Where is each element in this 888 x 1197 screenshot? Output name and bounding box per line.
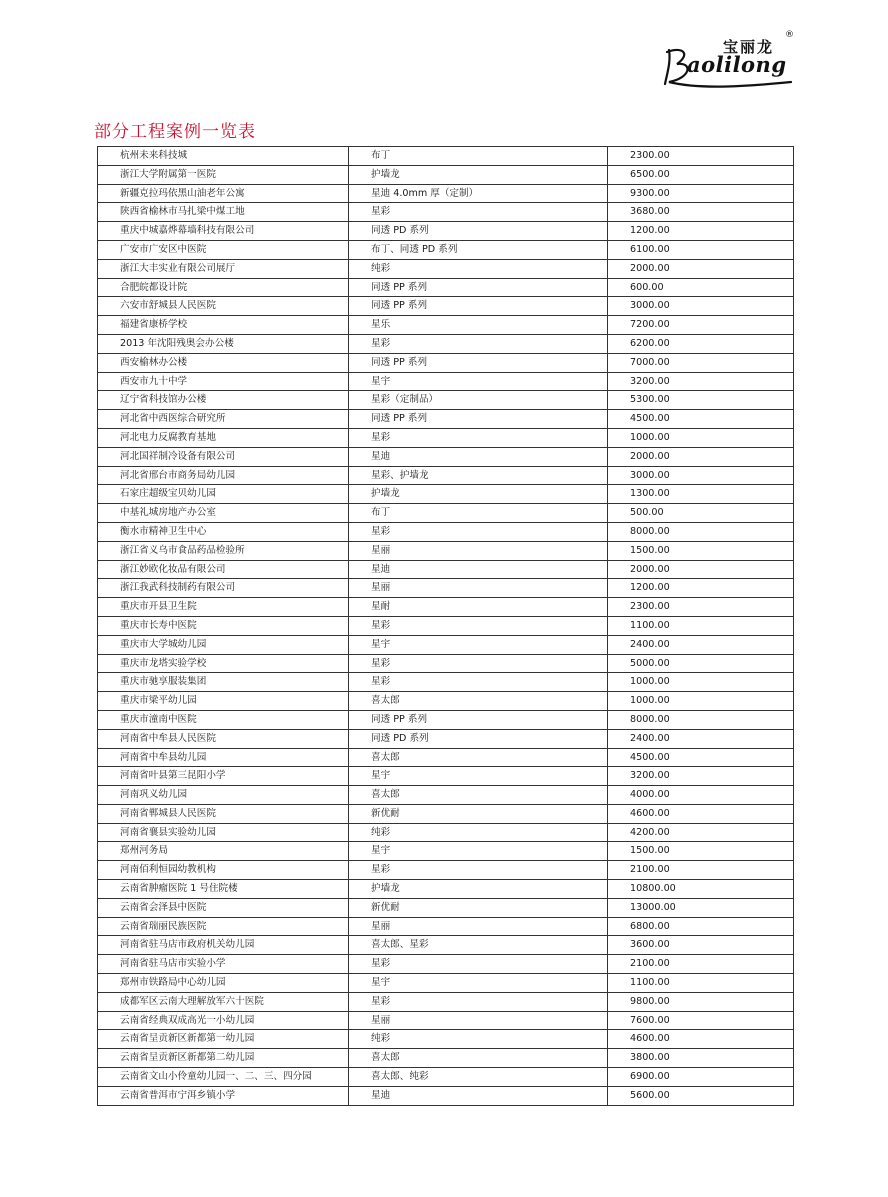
area-cell: 7600.00: [608, 1011, 794, 1030]
table-row: [98, 428, 794, 447]
product-cell: 喜太郎、纯彩: [349, 1068, 608, 1087]
area-cell: 10800.00: [608, 880, 794, 899]
area-cell: 1100.00: [608, 616, 794, 635]
table-row: [98, 786, 794, 805]
table-row: [98, 823, 794, 842]
table-row: [98, 635, 794, 654]
area-cell: 4500.00: [608, 410, 794, 429]
table-row: [98, 297, 794, 316]
area-cell: 5300.00: [608, 391, 794, 410]
project-name-cell: 重庆市潼南中医院: [98, 710, 349, 729]
product-cell: 星彩: [349, 955, 608, 974]
area-cell: 3680.00: [608, 203, 794, 222]
brand-name-cn: 宝丽龙: [722, 38, 774, 56]
table-row: [98, 598, 794, 617]
project-name-cell: 郑州市铁路局中心幼儿园: [98, 974, 349, 993]
table-row: [98, 842, 794, 861]
project-name-cell: 重庆市龙塔实验学校: [98, 654, 349, 673]
table-row: [98, 729, 794, 748]
area-cell: 1500.00: [608, 842, 794, 861]
table-row: [98, 165, 794, 184]
table-row: [98, 673, 794, 692]
product-cell: 同透 PP 系列: [349, 410, 608, 429]
table-row: [98, 974, 794, 993]
page-title: 部分工程案例一览表: [94, 122, 256, 142]
table-row: [98, 710, 794, 729]
table-row: [98, 278, 794, 297]
area-cell: 4600.00: [608, 804, 794, 823]
project-name-cell: 河北国祥制冷设备有限公司: [98, 447, 349, 466]
product-cell: 星丽: [349, 917, 608, 936]
table-row: [98, 692, 794, 711]
table-row: [98, 485, 794, 504]
product-cell: 星彩: [349, 334, 608, 353]
product-cell: 喜太郎: [349, 1049, 608, 1068]
project-name-cell: 合肥皖都设计院: [98, 278, 349, 297]
product-cell: 同透 PD 系列: [349, 729, 608, 748]
product-cell: 星乐: [349, 316, 608, 335]
area-cell: 2300.00: [608, 147, 794, 166]
product-cell: 纯彩: [349, 259, 608, 278]
product-cell: 纯彩: [349, 823, 608, 842]
product-cell: 星彩: [349, 654, 608, 673]
table-row: [98, 447, 794, 466]
table-row: [98, 804, 794, 823]
project-name-cell: 重庆市驰享服装集团: [98, 673, 349, 692]
project-name-cell: 河南省襄县实验幼儿园: [98, 823, 349, 842]
project-name-cell: 重庆市长寿中医院: [98, 616, 349, 635]
project-name-cell: 河南省驻马店市实验小学: [98, 955, 349, 974]
table-row: [98, 1086, 794, 1105]
product-cell: 星彩（定制品）: [349, 391, 608, 410]
area-cell: 4200.00: [608, 823, 794, 842]
product-cell: 星宇: [349, 635, 608, 654]
product-cell: 星彩: [349, 616, 608, 635]
brand-logo: [661, 30, 796, 90]
project-name-cell: 云南省瑞丽民族医院: [98, 917, 349, 936]
area-cell: 1300.00: [608, 485, 794, 504]
project-name-cell: 河南省叶县第三昆阳小学: [98, 767, 349, 786]
product-cell: 喜太郎、星彩: [349, 936, 608, 955]
area-cell: 2000.00: [608, 560, 794, 579]
table-row: [98, 240, 794, 259]
product-cell: 星彩: [349, 203, 608, 222]
table-row: [98, 1011, 794, 1030]
product-cell: 星宇: [349, 372, 608, 391]
table-row: [98, 1049, 794, 1068]
table-row: [98, 936, 794, 955]
area-cell: 3000.00: [608, 466, 794, 485]
area-cell: 4500.00: [608, 748, 794, 767]
project-name-cell: 河南省中牟县人民医院: [98, 729, 349, 748]
area-cell: 1500.00: [608, 541, 794, 560]
project-name-cell: 云南省经典双成高光一小幼儿园: [98, 1011, 349, 1030]
table-row: [98, 353, 794, 372]
area-cell: 9800.00: [608, 992, 794, 1011]
project-name-cell: 重庆中城嘉烨幕墙科技有限公司: [98, 222, 349, 241]
product-cell: 护墙龙: [349, 485, 608, 504]
product-cell: 星迪: [349, 447, 608, 466]
project-name-cell: 衡水市精神卫生中心: [98, 522, 349, 541]
product-cell: 纯彩: [349, 1030, 608, 1049]
project-name-cell: 陕西省榆林市马扎梁中煤工地: [98, 203, 349, 222]
table-row: [98, 184, 794, 203]
table-row: [98, 334, 794, 353]
product-cell: 星宇: [349, 842, 608, 861]
table-row: [98, 372, 794, 391]
project-name-cell: 福建省康桥学校: [98, 316, 349, 335]
product-cell: 同透 PD 系列: [349, 222, 608, 241]
table-row: [98, 203, 794, 222]
product-cell: 布丁: [349, 147, 608, 166]
project-name-cell: 广安市广安区中医院: [98, 240, 349, 259]
area-cell: 6100.00: [608, 240, 794, 259]
product-cell: 星宇: [349, 767, 608, 786]
table-row: [98, 466, 794, 485]
product-cell: 喜太郎: [349, 786, 608, 805]
project-name-cell: 浙江我武科技制药有限公司: [98, 579, 349, 598]
area-cell: 5600.00: [608, 1086, 794, 1105]
table-row: [98, 316, 794, 335]
area-cell: 2100.00: [608, 955, 794, 974]
brand-name-en: aolilong: [687, 52, 787, 77]
table-row: [98, 1068, 794, 1087]
product-cell: 星彩: [349, 861, 608, 880]
area-cell: 2300.00: [608, 598, 794, 617]
product-cell: 星宇: [349, 974, 608, 993]
project-name-cell: 云南省肿瘤医院 1 号住院楼: [98, 880, 349, 899]
table-row: [98, 917, 794, 936]
table-row: [98, 541, 794, 560]
product-cell: 新优耐: [349, 804, 608, 823]
registered-mark: ®: [785, 30, 794, 40]
table-row: [98, 955, 794, 974]
project-name-cell: 2013 年沈阳残奥会办公楼: [98, 334, 349, 353]
area-cell: 500.00: [608, 504, 794, 523]
area-cell: 1200.00: [608, 222, 794, 241]
project-name-cell: 河南省郸城县人民医院: [98, 804, 349, 823]
product-cell: 布丁: [349, 504, 608, 523]
project-name-cell: 成都军区云南大理解放军六十医院: [98, 992, 349, 1011]
product-cell: 星迪 4.0mm 厚（定制）: [349, 184, 608, 203]
project-name-cell: 河北省中西医综合研究所: [98, 410, 349, 429]
product-cell: 星彩: [349, 673, 608, 692]
product-cell: 星彩: [349, 522, 608, 541]
product-cell: 星耐: [349, 598, 608, 617]
project-name-cell: 河南佰利恒园幼教机构: [98, 861, 349, 880]
product-cell: 星丽: [349, 1011, 608, 1030]
project-name-cell: 河南巩义幼儿园: [98, 786, 349, 805]
project-name-cell: 杭州未来科技城: [98, 147, 349, 166]
area-cell: 13000.00: [608, 898, 794, 917]
table-row: [98, 522, 794, 541]
project-name-cell: 西安榆林办公楼: [98, 353, 349, 372]
project-case-table: [97, 146, 794, 1106]
area-cell: 1100.00: [608, 974, 794, 993]
project-name-cell: 河南省中牟县幼儿园: [98, 748, 349, 767]
product-cell: 护墙龙: [349, 880, 608, 899]
area-cell: 3200.00: [608, 767, 794, 786]
product-cell: 星迪: [349, 560, 608, 579]
product-cell: 星彩、护墙龙: [349, 466, 608, 485]
area-cell: 2000.00: [608, 259, 794, 278]
area-cell: 3800.00: [608, 1049, 794, 1068]
table-row: [98, 147, 794, 166]
area-cell: 6200.00: [608, 334, 794, 353]
product-cell: 星丽: [349, 541, 608, 560]
area-cell: 7000.00: [608, 353, 794, 372]
table-row: [98, 748, 794, 767]
area-cell: 1000.00: [608, 428, 794, 447]
area-cell: 4000.00: [608, 786, 794, 805]
project-name-cell: 中基礼城房地产办公室: [98, 504, 349, 523]
area-cell: 2400.00: [608, 729, 794, 748]
project-name-cell: 云南省会泽县中医院: [98, 898, 349, 917]
area-cell: 600.00: [608, 278, 794, 297]
project-name-cell: 河北电力反腐教育基地: [98, 428, 349, 447]
area-cell: 8000.00: [608, 710, 794, 729]
area-cell: 2100.00: [608, 861, 794, 880]
area-cell: 6500.00: [608, 165, 794, 184]
project-name-cell: 西安市九十中学: [98, 372, 349, 391]
project-name-cell: 浙江妙欧化妆品有限公司: [98, 560, 349, 579]
product-cell: 星彩: [349, 428, 608, 447]
table-row: [98, 579, 794, 598]
area-cell: 6800.00: [608, 917, 794, 936]
project-name-cell: 重庆市开县卫生院: [98, 598, 349, 617]
table-row: [98, 861, 794, 880]
area-cell: 3000.00: [608, 297, 794, 316]
project-name-cell: 浙江省义乌市食品药品检验所: [98, 541, 349, 560]
project-name-cell: 新疆克拉玛依黑山油老年公寓: [98, 184, 349, 203]
table-row: [98, 880, 794, 899]
project-name-cell: 郑州河务局: [98, 842, 349, 861]
product-cell: 同透 PP 系列: [349, 353, 608, 372]
project-name-cell: 浙江大丰实业有限公司展厅: [98, 259, 349, 278]
area-cell: 7200.00: [608, 316, 794, 335]
area-cell: 2400.00: [608, 635, 794, 654]
project-name-cell: 云南省普洱市宁洱乡镇小学: [98, 1086, 349, 1105]
project-name-cell: 六安市舒城县人民医院: [98, 297, 349, 316]
project-name-cell: 石家庄超级宝贝幼儿园: [98, 485, 349, 504]
area-cell: 1000.00: [608, 692, 794, 711]
product-cell: 布丁、同透 PD 系列: [349, 240, 608, 259]
table-row: [98, 654, 794, 673]
area-cell: 9300.00: [608, 184, 794, 203]
project-name-cell: 云南省呈贡新区新都第一幼儿园: [98, 1030, 349, 1049]
area-cell: 1200.00: [608, 579, 794, 598]
area-cell: 3200.00: [608, 372, 794, 391]
table-row: [98, 767, 794, 786]
project-name-cell: 辽宁省科技馆办公楼: [98, 391, 349, 410]
project-name-cell: 河北省邢台市商务局幼儿园: [98, 466, 349, 485]
table-row: [98, 898, 794, 917]
table-row: [98, 259, 794, 278]
area-cell: 8000.00: [608, 522, 794, 541]
table-row: [98, 616, 794, 635]
area-cell: 1000.00: [608, 673, 794, 692]
table-row: [98, 391, 794, 410]
table-row: [98, 992, 794, 1011]
project-name-cell: 浙江大学附属第一医院: [98, 165, 349, 184]
table-row: [98, 222, 794, 241]
table-row: [98, 560, 794, 579]
project-name-cell: 河南省驻马店市政府机关幼儿园: [98, 936, 349, 955]
product-cell: 同透 PP 系列: [349, 278, 608, 297]
table-row: [98, 504, 794, 523]
project-name-cell: 云南省文山小伶童幼儿园一、二、三、四分园: [98, 1068, 349, 1087]
project-name-cell: 云南省呈贡新区新都第二幼儿园: [98, 1049, 349, 1068]
product-cell: 同透 PP 系列: [349, 710, 608, 729]
area-cell: 3600.00: [608, 936, 794, 955]
project-name-cell: 重庆市梁平幼儿园: [98, 692, 349, 711]
area-cell: 2000.00: [608, 447, 794, 466]
area-cell: 4600.00: [608, 1030, 794, 1049]
product-cell: 喜太郎: [349, 748, 608, 767]
table-row: [98, 410, 794, 429]
product-cell: 新优耐: [349, 898, 608, 917]
table-row: [98, 1030, 794, 1049]
area-cell: 6900.00: [608, 1068, 794, 1087]
product-cell: 喜太郎: [349, 692, 608, 711]
area-cell: 5000.00: [608, 654, 794, 673]
product-cell: 同透 PP 系列: [349, 297, 608, 316]
product-cell: 星丽: [349, 579, 608, 598]
project-name-cell: 重庆市大学城幼儿园: [98, 635, 349, 654]
product-cell: 护墙龙: [349, 165, 608, 184]
product-cell: 星迪: [349, 1086, 608, 1105]
product-cell: 星彩: [349, 992, 608, 1011]
